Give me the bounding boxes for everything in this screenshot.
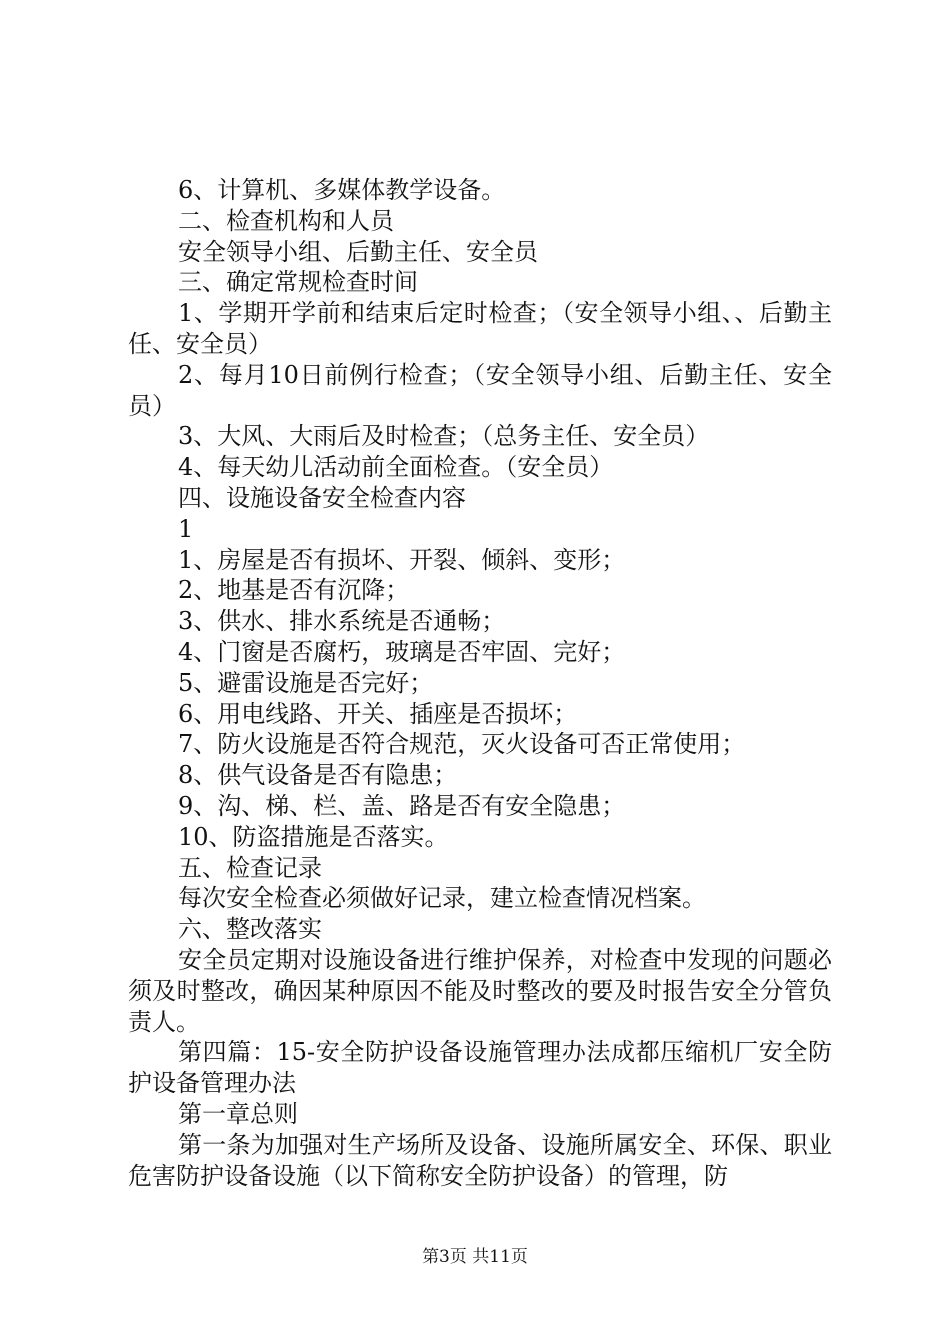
paragraph: 1 bbox=[178, 514, 194, 543]
section-heading: 三、确定常规检查时间 bbox=[178, 268, 418, 297]
list-item: 3、供水、排水系统是否通畅； bbox=[178, 607, 506, 636]
document-body bbox=[128, 175, 832, 1191]
list-item: 10、防盗措施是否落实。 bbox=[178, 822, 449, 851]
list-item: 2、每月10日前例行检查；（安全领导小组、后勤主任、安全员） bbox=[128, 360, 832, 420]
list-item: 6、计算机、多媒体教学设备。 bbox=[178, 176, 506, 204]
page-footer: 第3页 共11页 bbox=[422, 1247, 528, 1267]
list-item: 1、房屋是否有损坏、开裂、倾斜、变形； bbox=[178, 545, 626, 574]
section-heading: 五、检查记录 bbox=[178, 853, 322, 882]
section-heading: 四、设施设备安全检查内容 bbox=[178, 483, 466, 512]
chapter-title: 第四篇：15-安全防护设备设施管理办法成都压缩机厂安全防护设备管理办法 bbox=[128, 1038, 832, 1098]
paragraph: 第一条为加强对生产场所及设备、设施所属安全、环保、职业危害防护设备设施（以下简称安全防护设备）的管理，防 bbox=[128, 1130, 832, 1190]
list-item: 7、防火设施是否符合规范，灭火设备可否正常使用； bbox=[178, 730, 746, 759]
list-item: 9、沟、梯、栏、盖、路是否有安全隐患； bbox=[178, 791, 626, 820]
section-heading: 六、整改落实 bbox=[178, 915, 322, 944]
paragraph: 每次安全检查必须做好记录，建立检查情况档案。 bbox=[178, 884, 706, 913]
list-item: 4、门窗是否腐朽，玻璃是否牢固、完好； bbox=[178, 637, 626, 666]
paragraph: 安全员定期对设施设备进行维护保养，对检查中发现的问题必须及时整改，确因某种原因不能及时整改的要及时报告安全分管负责人。 bbox=[128, 945, 832, 1036]
section-heading: 二、检查机构和人员 bbox=[178, 206, 394, 235]
list-item: 1、学期开学前和结束后定时检查；（安全领导小组、、后勤主任、安全员） bbox=[128, 299, 832, 358]
paragraph: 安全领导小组、后勤主任、安全员 bbox=[178, 237, 538, 266]
list-item: 5、避雷设施是否完好； bbox=[178, 668, 434, 697]
list-item: 2、地基是否有沉降； bbox=[178, 576, 410, 605]
list-item: 8、供气设备是否有隐患； bbox=[178, 761, 458, 790]
chapter-heading: 第一章总则 bbox=[178, 1099, 298, 1128]
list-item: 4、每天幼儿活动前全面检查。（安全员） bbox=[178, 453, 614, 482]
list-item: 6、用电线路、开关、插座是否损坏； bbox=[178, 699, 578, 728]
list-item: 3、大风、大雨后及时检查；（总务主任、安全员） bbox=[178, 422, 710, 451]
